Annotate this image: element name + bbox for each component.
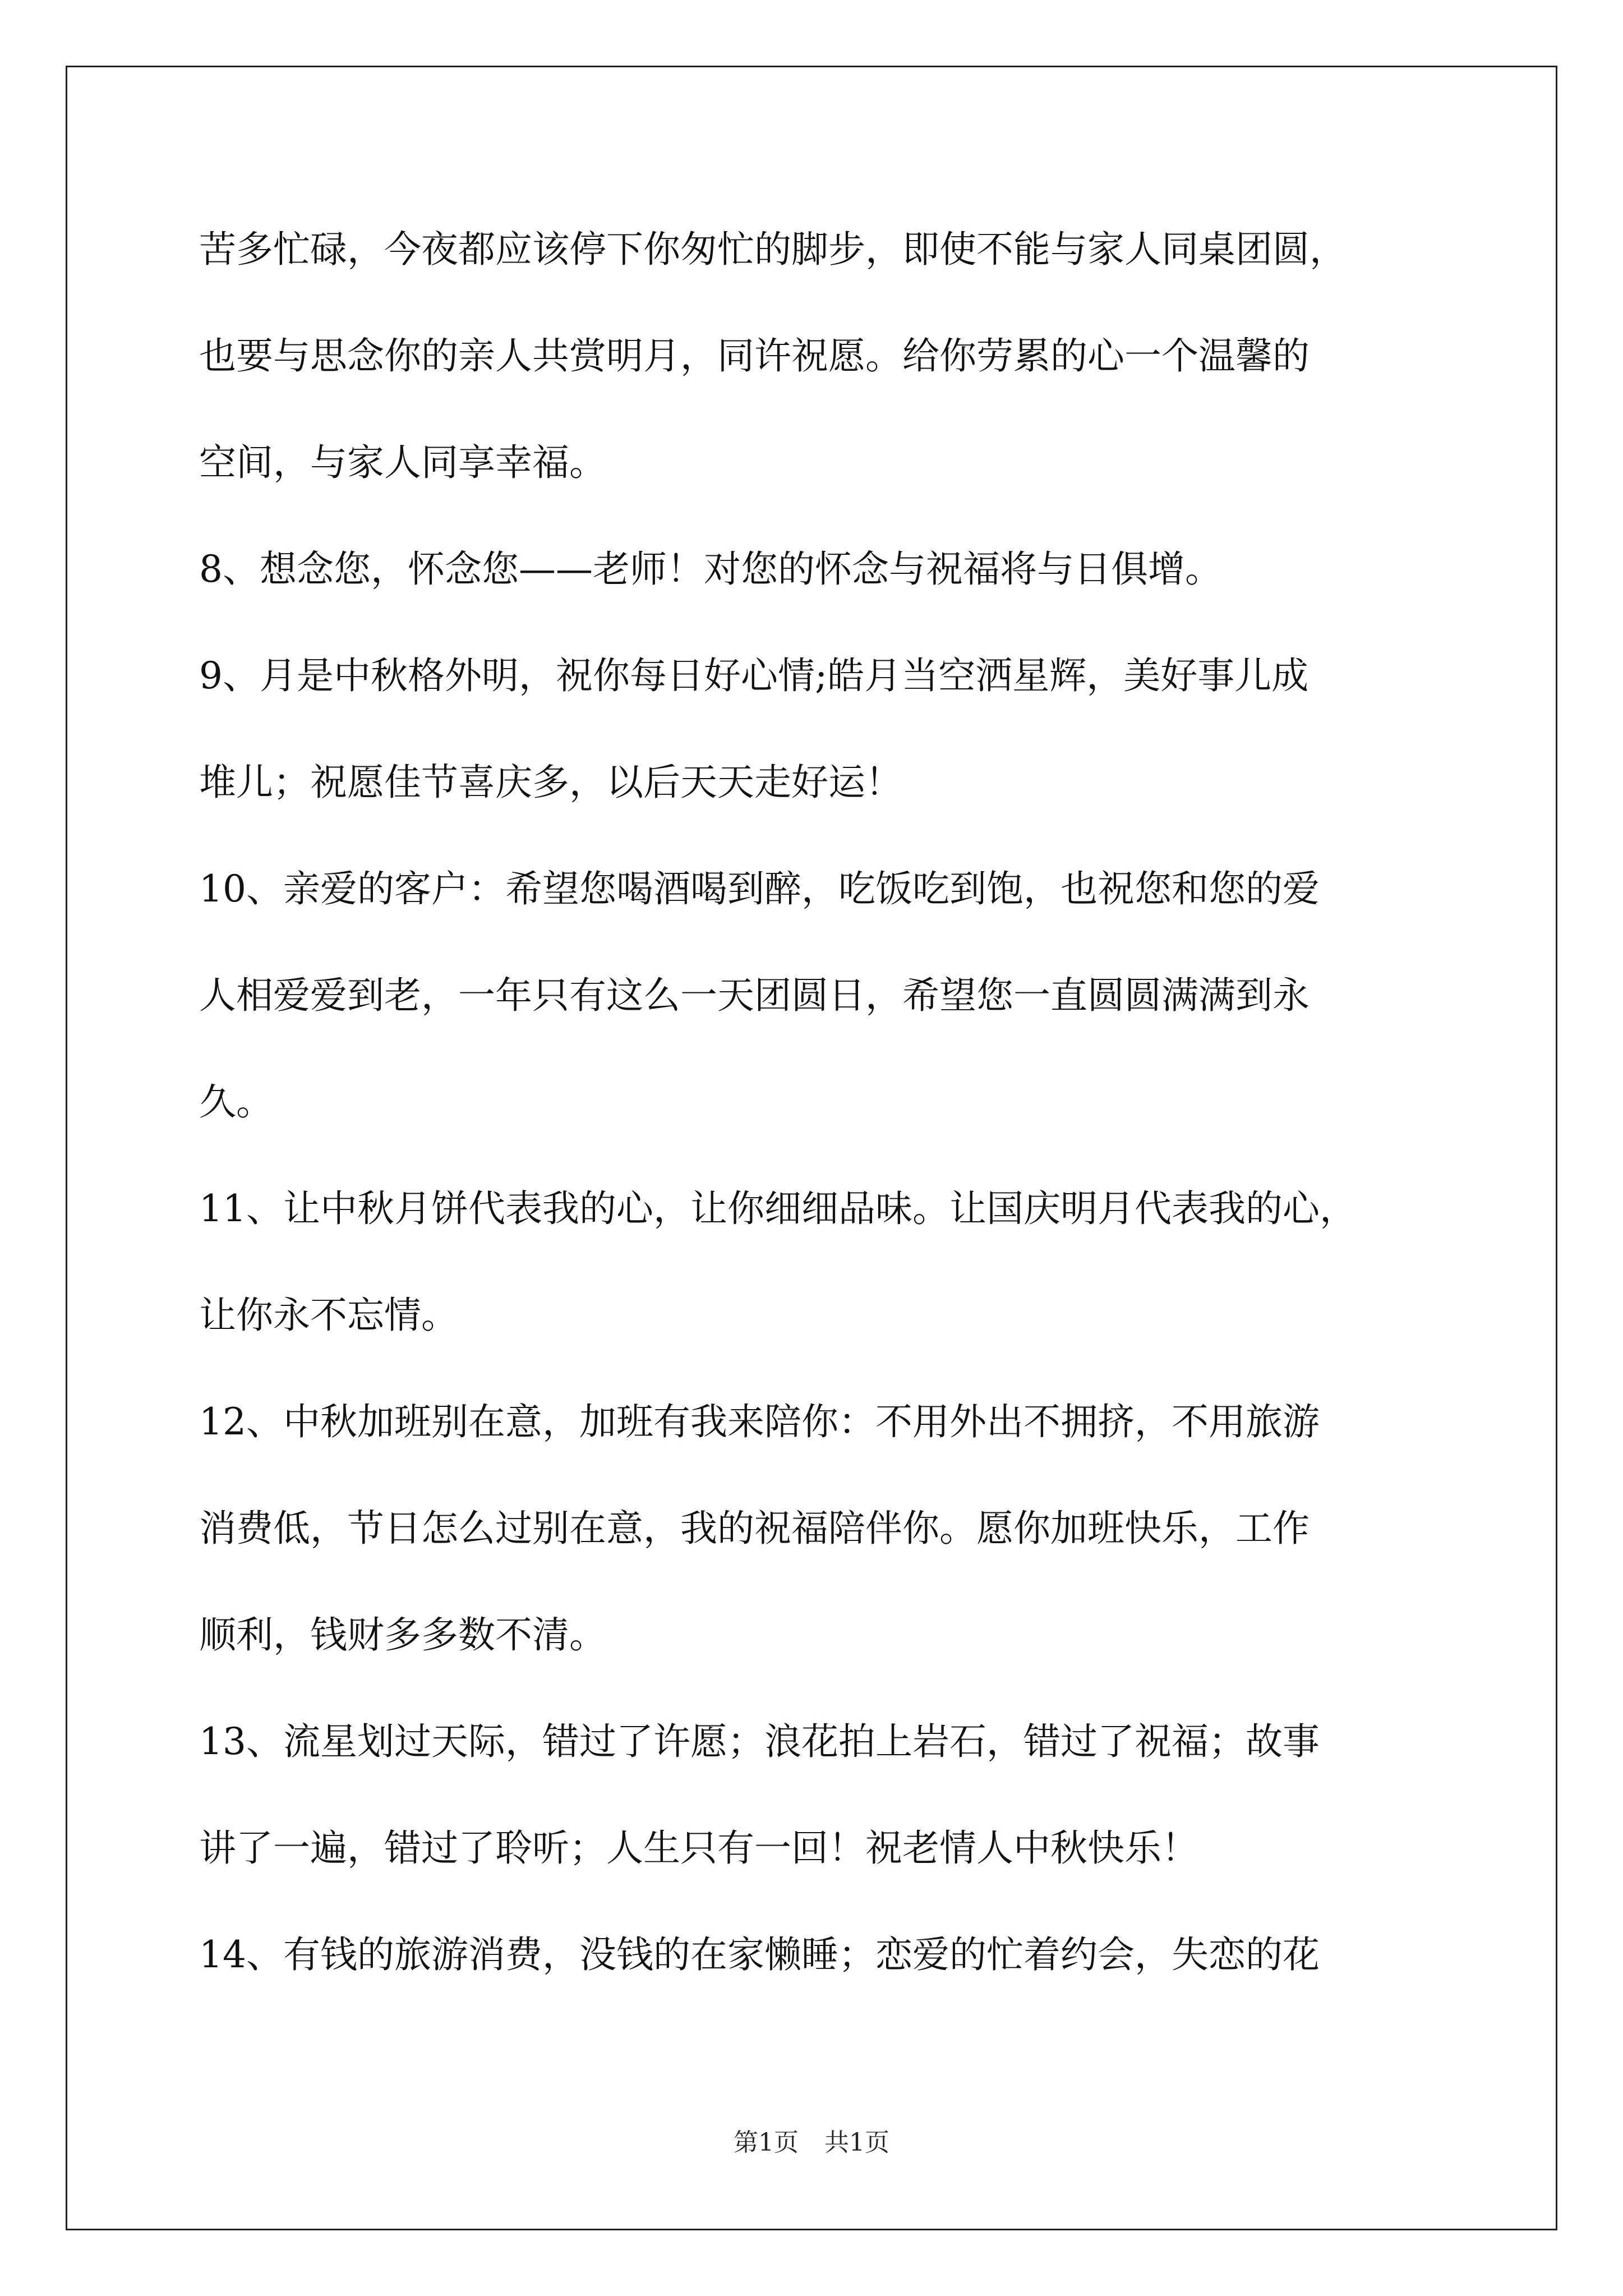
page-number: 第1页: [734, 2128, 799, 2157]
text-line: 空间，与家人同享幸福。: [199, 441, 606, 484]
text-line: 讲了一遍，错过了聆听；人生只有一回！祝老情人中秋快乐！: [199, 1826, 1198, 1870]
text-line: 人相爱爱到老，一年只有这么一天团圆日，希望您一直圆圆满满到永: [199, 974, 1310, 1017]
text-line: 堆儿；祝愿佳节喜庆多，以后天天走好运！: [199, 761, 902, 804]
text-line: 让你永不忘情。: [199, 1294, 458, 1337]
text-line: 14、有钱的旅游消费，没钱的在家懒睡；恋爱的忙着约会，失恋的花: [199, 1933, 1320, 1976]
page-footer: [0, 2126, 1623, 2160]
document-body: [199, 216, 1467, 2028]
text-line: 12、中秋加班别在意，加班有我来陪你：不用外出不拥挤，不用旅游: [199, 1400, 1320, 1443]
text-line: 也要与思念你的亲人共赏明月，同许祝愿。给你劳累的心一个温馨的: [199, 334, 1310, 378]
text-line: 苦多忙碌，今夜都应该停下你匆忙的脚步，即使不能与家人同桌团圆，: [199, 228, 1347, 271]
page-total: 共1页: [824, 2128, 889, 2157]
text-line: 8、想念您，怀念您——老师！对您的怀念与祝福将与日俱增。: [199, 547, 1222, 591]
text-line: 消费低，节日怎么过别在意，我的祝福陪伴你。愿你加班快乐，工作: [199, 1507, 1310, 1550]
text-line: 10、亲爱的客户：希望您喝酒喝到醉，吃饭吃到饱，也祝您和您的爱: [199, 867, 1320, 910]
text-line: 9、月是中秋格外明，祝你每日好心情;皓月当空洒星辉，美好事儿成: [199, 654, 1309, 697]
text-line: 13、流星划过天际，错过了许愿；浪花拍上岩石，错过了祝福；故事: [199, 1720, 1320, 1763]
text-line: 久。: [199, 1080, 273, 1124]
text-line: 顺利，钱财多多数不清。: [199, 1613, 606, 1657]
text-line: 11、让中秋月饼代表我的心，让你细细品味。让国庆明月代表我的心，: [199, 1187, 1357, 1230]
